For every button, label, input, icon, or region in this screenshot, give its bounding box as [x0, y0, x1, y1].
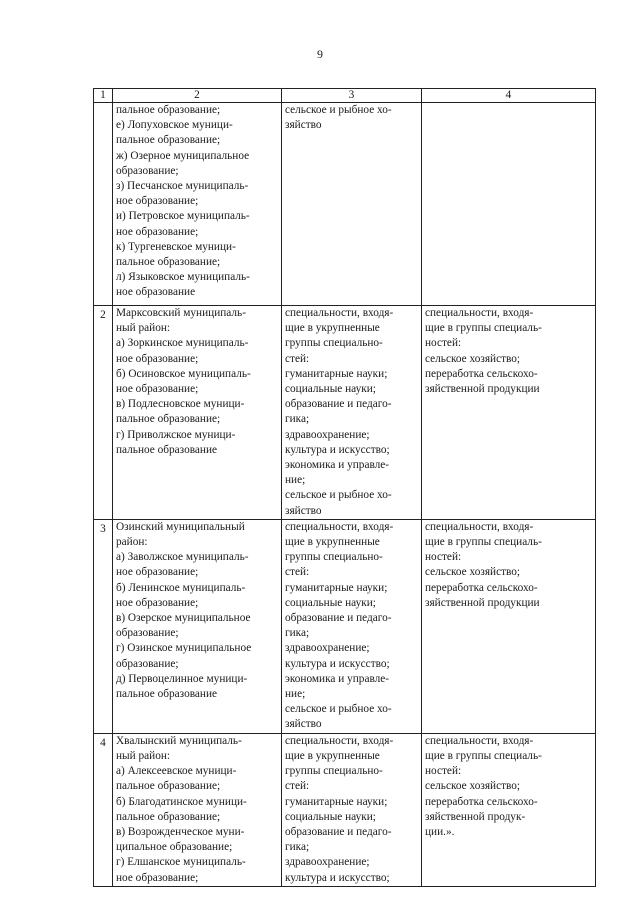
- text-line: б) Благодатинское муници-: [116, 795, 247, 808]
- text-line: ное образование;: [116, 383, 199, 396]
- text-line: б) Ленинское муниципаль-: [116, 581, 246, 594]
- text-line: ностей:: [425, 337, 462, 350]
- column-header-1: 1: [94, 89, 113, 103]
- text-line: гуманитарные науки;: [285, 581, 388, 594]
- text-line: пальное образование: [116, 688, 218, 701]
- text-line: щие в группы специаль-: [425, 536, 542, 549]
- specialty-groups-cell: [422, 306, 596, 520]
- text-line: культура и искусство;: [285, 871, 390, 884]
- text-line: гуманитарные науки;: [285, 367, 388, 380]
- text-line: гика;: [285, 841, 310, 854]
- specialty-groups-cell: [422, 519, 596, 733]
- text-line: сельское и рыбное хо-: [285, 703, 392, 716]
- text-line: социальные науки;: [285, 383, 376, 396]
- text-line: переработка сельскохо-: [425, 367, 538, 380]
- specialties-cell: [282, 519, 422, 733]
- text-line: культура и искусство;: [285, 657, 390, 670]
- text-line: переработка сельскохо-: [425, 581, 538, 594]
- text-line: гуманитарные науки;: [285, 795, 388, 808]
- text-line: сельское хозяйство;: [425, 566, 521, 579]
- text-line: образование и педаго-: [285, 398, 392, 411]
- text-line: группы специально-: [285, 551, 383, 564]
- text-line: стей:: [285, 352, 310, 365]
- table-row: [94, 519, 596, 733]
- text-line: здравоохранение;: [285, 428, 370, 441]
- text-line: пальное образование;: [116, 104, 221, 116]
- text-line: специальности, входя-: [285, 307, 394, 319]
- text-line: зяйственной продукции: [425, 596, 540, 609]
- text-line: ние;: [285, 688, 306, 701]
- text-line: пальное образование;: [116, 256, 221, 269]
- text-line: культура и искусство;: [285, 443, 390, 456]
- text-line: ж) Озерное муниципальное: [116, 149, 250, 162]
- text-line: гика;: [285, 413, 310, 426]
- text-line: группы специально-: [285, 765, 383, 778]
- district-cell: [113, 733, 282, 886]
- text-line: пальное образование: [116, 443, 218, 456]
- text-line: щие в укрупненные: [285, 749, 380, 762]
- specialties-cell: [282, 733, 422, 886]
- text-line: д) Первоцелинное муници-: [116, 672, 248, 685]
- specialty-groups-cell: [422, 103, 596, 306]
- specialties-cell: [282, 306, 422, 520]
- text-line: з) Песчанское муниципаль-: [116, 180, 249, 193]
- text-line: в) Возрожденческое муни-: [116, 825, 245, 838]
- text-line: щие в группы специаль-: [425, 322, 542, 335]
- header-row: [94, 89, 596, 103]
- text-line: ное образование;: [116, 871, 199, 884]
- text-line: специальности, входя-: [425, 520, 534, 533]
- text-line: ный район:: [116, 749, 171, 762]
- text-line: ное образование;: [116, 566, 199, 579]
- text-line: образование;: [116, 164, 179, 177]
- row-number-cell: 3: [94, 519, 113, 733]
- text-line: зяйство: [285, 119, 322, 132]
- district-cell: [113, 306, 282, 520]
- text-line: г) Озинское муниципальное: [116, 642, 252, 655]
- text-line: сельское хозяйство;: [425, 780, 521, 793]
- text-line: и) Петровское муниципаль-: [116, 210, 250, 223]
- text-line: а) Заволжское муниципаль-: [116, 551, 249, 564]
- text-line: ции.».: [425, 825, 455, 838]
- districts-table: [93, 88, 596, 887]
- text-line: здравоохранение;: [285, 642, 370, 655]
- text-line: Марксовский муниципаль-: [116, 307, 246, 319]
- text-line: в) Озерское муниципальное: [116, 612, 251, 625]
- text-line: сельское и рыбное хо-: [285, 104, 392, 116]
- text-line: в) Подлесновское муници-: [116, 398, 245, 411]
- text-line: образование;: [116, 657, 179, 670]
- text-line: г) Елшанское муниципаль-: [116, 856, 246, 869]
- text-line: социальные науки;: [285, 810, 376, 823]
- text-line: образование и педаго-: [285, 825, 392, 838]
- text-line: пальное образование;: [116, 780, 221, 793]
- text-line: Озинский муниципальный: [116, 520, 245, 533]
- text-line: специальности, входя-: [285, 520, 394, 533]
- text-line: л) Языковское муниципаль-: [116, 271, 250, 284]
- text-line: зяйство: [285, 504, 322, 517]
- row-number-cell: [94, 103, 113, 306]
- text-line: район:: [116, 536, 148, 549]
- text-line: ние;: [285, 474, 306, 487]
- text-line: специальности, входя-: [285, 734, 394, 747]
- text-line: пальное образование;: [116, 134, 221, 147]
- text-line: сельское и рыбное хо-: [285, 489, 392, 502]
- text-line: ностей:: [425, 551, 462, 564]
- text-line: здравоохранение;: [285, 856, 370, 869]
- text-line: переработка сельскохо-: [425, 795, 538, 808]
- text-line: ное образование;: [116, 225, 199, 238]
- text-line: гика;: [285, 627, 310, 640]
- text-line: г) Приволжское муници-: [116, 428, 236, 441]
- text-line: щие в укрупненные: [285, 536, 380, 549]
- text-line: Хвалынский муниципаль-: [116, 734, 242, 747]
- text-line: экономика и управле-: [285, 459, 390, 472]
- text-line: ный район:: [116, 322, 171, 335]
- text-line: сельское хозяйство;: [425, 352, 521, 365]
- text-line: пальное образование;: [116, 810, 221, 823]
- text-line: к) Тургеневское муници-: [116, 240, 236, 253]
- text-line: специальности, входя-: [425, 734, 534, 747]
- specialties-cell: [282, 103, 422, 306]
- district-cell: [113, 519, 282, 733]
- text-line: е) Лопуховское муници-: [116, 119, 233, 132]
- text-line: ное образование;: [116, 352, 199, 365]
- row-number-cell: 2: [94, 306, 113, 520]
- text-line: а) Алексеевское муници-: [116, 765, 237, 778]
- text-line: ное образование;: [116, 195, 199, 208]
- text-line: образование;: [116, 627, 179, 640]
- table-row: [94, 306, 596, 520]
- text-line: образование и педаго-: [285, 612, 392, 625]
- row-number-cell: 4: [94, 733, 113, 886]
- text-line: социальные науки;: [285, 596, 376, 609]
- text-line: стей:: [285, 566, 310, 579]
- table-row: [94, 733, 596, 886]
- text-line: специальности, входя-: [425, 307, 534, 319]
- text-line: экономика и управле-: [285, 672, 390, 685]
- column-header-3: 3: [282, 89, 422, 103]
- text-line: б) Осиновское муниципаль-: [116, 367, 251, 380]
- text-line: зяйственной продук-: [425, 810, 526, 823]
- text-line: пальное образование;: [116, 413, 221, 426]
- specialty-groups-cell: [422, 733, 596, 886]
- text-line: щие в укрупненные: [285, 322, 380, 335]
- table-row: [94, 103, 596, 306]
- column-header-4: 4: [422, 89, 596, 103]
- district-cell: [113, 103, 282, 306]
- text-line: зяйство: [285, 718, 322, 731]
- text-line: ципальное образование;: [116, 841, 233, 854]
- text-line: а) Зоркинское муниципаль-: [116, 337, 249, 350]
- page-number: 9: [317, 47, 323, 61]
- text-line: группы специально-: [285, 337, 383, 350]
- text-line: ное образование: [116, 286, 196, 299]
- column-header-2: 2: [113, 89, 282, 103]
- text-line: щие в группы специаль-: [425, 749, 542, 762]
- text-line: стей:: [285, 780, 310, 793]
- text-line: ностей:: [425, 765, 462, 778]
- text-line: зяйственной продукции: [425, 383, 540, 396]
- text-line: ное образование;: [116, 596, 199, 609]
